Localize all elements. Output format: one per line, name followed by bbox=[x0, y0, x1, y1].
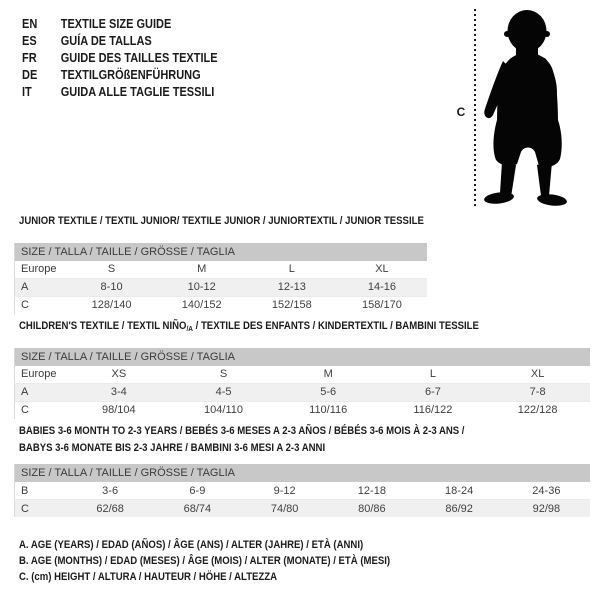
row-label: B bbox=[21, 484, 29, 497]
table-row bbox=[15, 366, 591, 384]
table-row bbox=[15, 500, 591, 518]
language-title: GUIDA ALLE TAGLIE TESSILI bbox=[60, 84, 215, 99]
size-cell: 6-7 bbox=[381, 383, 486, 401]
section-title-children bbox=[19, 318, 516, 338]
size-cell: 24-36 bbox=[532, 484, 561, 497]
language-title: GUIDE DES TAILLES TEXTILE bbox=[60, 50, 218, 65]
height-label-c: C bbox=[456, 105, 466, 119]
legend-note: A. AGE (YEARS) / EDAD (AÑOS) / ÂGE (ANS) / ALTER (JAHRE) / ETÀ (ANNI) bbox=[19, 539, 364, 551]
size-cell: 86/92 bbox=[416, 500, 503, 518]
section-title-babies bbox=[19, 423, 516, 440]
language-title: TEXTILE SIZE GUIDE bbox=[60, 16, 172, 31]
size-table-babies bbox=[14, 464, 590, 517]
section-title-junior bbox=[19, 213, 424, 230]
section-title-babies bbox=[19, 440, 516, 457]
row-label: Europe bbox=[21, 263, 57, 275]
size-table-children bbox=[14, 348, 590, 419]
size-cell: 9-12 bbox=[273, 484, 296, 497]
size-cell: 122/128 bbox=[485, 401, 590, 419]
size-cell: 92/98 bbox=[503, 500, 590, 518]
size-cell: 128/140 bbox=[67, 296, 157, 314]
row-label: Europe bbox=[21, 368, 57, 380]
size-cell: 104/110 bbox=[171, 401, 276, 419]
table-row bbox=[15, 296, 428, 314]
size-cell: 62/68 bbox=[67, 500, 154, 518]
size-cell: XL bbox=[375, 263, 389, 275]
table-row bbox=[15, 278, 428, 296]
table-header-size: SIZE / TALLA / TAILLE / GRÖSSE / TAGLIA bbox=[15, 243, 428, 261]
title-text: BABYS 3-6 MONATE BIS 2-3 JAHRE / BAMBINI 3-6 MESI A 2-3 ANNI bbox=[19, 441, 326, 454]
row-label: C bbox=[15, 296, 67, 314]
row-label: A bbox=[15, 383, 67, 401]
size-cell: 6-9 bbox=[189, 484, 206, 497]
size-cell: 12-13 bbox=[247, 278, 337, 296]
size-cell: 68/74 bbox=[154, 500, 241, 518]
table-row bbox=[15, 401, 591, 419]
size-cell: M bbox=[323, 368, 333, 380]
size-cell: S bbox=[219, 368, 228, 380]
table-header-size: SIZE / TALLA / TAILLE / GRÖSSE / TAGLIA bbox=[15, 464, 591, 482]
size-cell: L bbox=[429, 368, 436, 380]
language-title: GUÍA DE TALLAS bbox=[60, 33, 152, 48]
size-cell: 152/158 bbox=[247, 296, 337, 314]
size-cell: 8-10 bbox=[67, 278, 157, 296]
size-cell: M bbox=[197, 263, 207, 275]
table-header-row bbox=[15, 348, 591, 366]
size-table-junior bbox=[14, 243, 427, 314]
table-header-size: SIZE / TALLA / TAILLE / GRÖSSE / TAGLIA bbox=[15, 348, 591, 366]
language-row bbox=[22, 66, 218, 83]
size-cell: 7-8 bbox=[485, 383, 590, 401]
language-code: DE bbox=[22, 67, 38, 82]
size-cell: 158/170 bbox=[337, 296, 427, 314]
size-cell: 4-5 bbox=[171, 383, 276, 401]
size-cell: 140/152 bbox=[157, 296, 247, 314]
size-cell: 5-6 bbox=[276, 383, 381, 401]
table-row bbox=[15, 482, 591, 500]
table-header-row bbox=[15, 464, 591, 482]
table-header-row bbox=[15, 243, 428, 261]
size-cell: L bbox=[288, 263, 295, 275]
table-row bbox=[15, 261, 428, 279]
language-code: EN bbox=[22, 16, 38, 31]
section-babies bbox=[14, 423, 590, 517]
size-cell: 74/80 bbox=[241, 500, 328, 518]
section-children bbox=[14, 318, 590, 419]
legend-note: C. (cm) HEIGHT / ALTURA / HAUTEUR / HÖHE / ALTEZZA bbox=[19, 571, 278, 583]
size-cell: XS bbox=[111, 368, 127, 380]
row-label: C bbox=[15, 401, 67, 419]
baby-figure bbox=[470, 0, 600, 220]
title-text: BABIES 3-6 MONTH TO 2-3 YEARS / BEBÉS 3-6 MESES A 2-3 AÑOS / BÉBÉS 3-6 MOIS À 2-3 ANS / bbox=[19, 425, 465, 437]
language-code: FR bbox=[22, 50, 37, 65]
language-row bbox=[22, 32, 218, 49]
table-row bbox=[15, 383, 591, 401]
title-text: JUNIOR TEXTILE / TEXTIL JUNIOR/ TEXTILE JUNIOR / JUNIORTEXTIL / JUNIOR TESSILE bbox=[19, 215, 424, 227]
size-cell: 3-4 bbox=[67, 383, 172, 401]
language-row bbox=[22, 83, 218, 100]
title-text: / TEXTILE DES ENFANTS / KINDERTEXTIL / BAMBINI TESSILE bbox=[192, 320, 479, 332]
title-subscript: /A bbox=[186, 324, 193, 333]
size-cell: 116/122 bbox=[381, 401, 486, 419]
size-cell: 98/104 bbox=[67, 401, 172, 419]
language-row bbox=[22, 15, 218, 32]
table-body bbox=[15, 243, 428, 314]
language-list bbox=[22, 15, 244, 100]
legend-note: B. AGE (MONTHS) / EDAD (MESES) / ÂGE (MOIS) / ALTER (MONATE) / ETÀ (MESI) bbox=[19, 555, 391, 567]
size-cell: 12-18 bbox=[357, 484, 386, 497]
size-cell: 14-16 bbox=[337, 278, 427, 296]
language-title: TEXTILGRÖßENFÜHRUNG bbox=[60, 67, 201, 82]
table-body bbox=[15, 464, 591, 517]
size-cell: 110/116 bbox=[276, 401, 381, 419]
section-junior bbox=[14, 213, 427, 314]
row-label: A bbox=[15, 278, 67, 296]
size-cell: XL bbox=[530, 368, 545, 380]
language-row bbox=[22, 49, 218, 66]
baby-silhouette-icon bbox=[483, 10, 567, 207]
size-cell: 10-12 bbox=[157, 278, 247, 296]
language-code: ES bbox=[22, 33, 37, 48]
size-cell: S bbox=[107, 263, 116, 275]
language-code: IT bbox=[22, 84, 32, 99]
row-label: C bbox=[15, 500, 67, 518]
table-body bbox=[15, 348, 591, 419]
size-cell: 18-24 bbox=[445, 484, 474, 497]
legend-notes bbox=[19, 537, 446, 585]
title-text: CHILDREN'S TEXTILE / TEXTIL NIÑO bbox=[19, 320, 187, 332]
size-cell: 80/86 bbox=[328, 500, 415, 518]
size-cell: 3-6 bbox=[102, 484, 119, 497]
